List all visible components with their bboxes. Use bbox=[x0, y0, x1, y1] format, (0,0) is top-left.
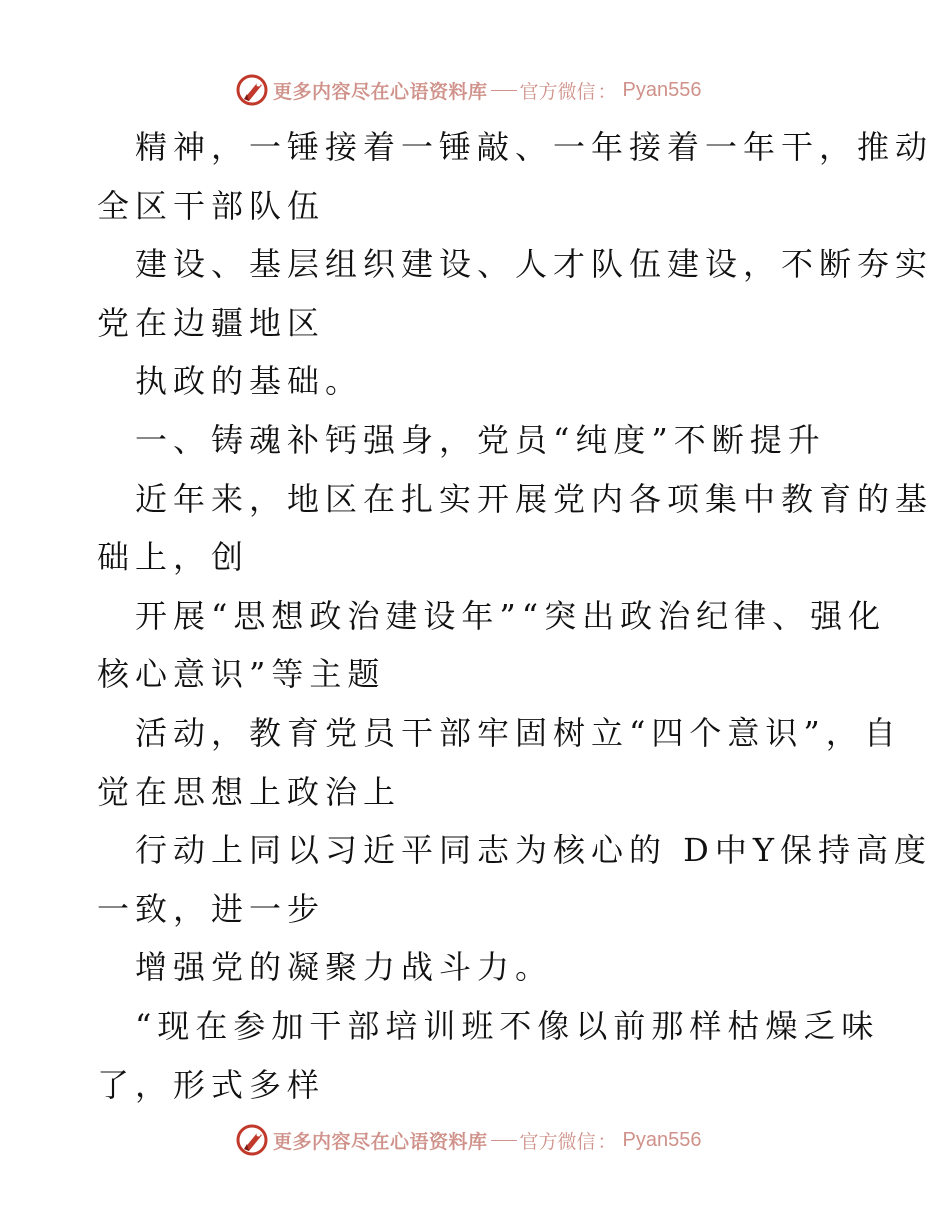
text-line: 础上，创 bbox=[97, 538, 250, 577]
text-line: 行动上同以习近平同志为核心的 D中Y保持高度 bbox=[135, 831, 932, 870]
banner-separator: ： bbox=[597, 1130, 617, 1153]
document-body bbox=[97, 118, 934, 1114]
text-line: 核心意识”等主题 bbox=[97, 655, 386, 694]
text-line: 开展“思想政治建设年”“突出政治纪律、强化 bbox=[135, 596, 887, 635]
text-line: 一致，进一步 bbox=[97, 889, 326, 928]
footer-banner bbox=[235, 1122, 702, 1158]
text-line: “现在参加干部培训班不像以前那样枯燥乏味 bbox=[135, 1006, 880, 1045]
text-line: 全区干部队伍 bbox=[97, 186, 326, 225]
banner-site-text: 更多内容尽在心语资料库 bbox=[273, 80, 488, 103]
section-heading: 一、铸魂补钙强身，党员“纯度”不断提升 bbox=[135, 420, 826, 459]
banner-dash bbox=[491, 90, 517, 91]
text-line: 精神，一锤接着一锤敲、一年接着一年干，推动 bbox=[135, 128, 934, 166]
banner-dash bbox=[491, 1140, 517, 1141]
banner-separator: ： bbox=[597, 80, 617, 103]
banner-wechat-label: 官方微信 bbox=[519, 80, 596, 103]
banner-wechat-id: Pyan556 bbox=[622, 78, 702, 101]
pen-logo-icon bbox=[235, 73, 269, 107]
text-line: 觉在思想上政治上 bbox=[97, 772, 402, 811]
text-line: 近年来，地区在扎实开展党内各项集中教育的基 bbox=[135, 479, 934, 518]
banner-site-text: 更多内容尽在心语资料库 bbox=[273, 1130, 488, 1153]
header-banner bbox=[235, 72, 702, 108]
text-line: 党在边疆地区 bbox=[97, 303, 326, 342]
pen-logo-icon bbox=[235, 1123, 269, 1157]
text-line: 执政的基础。 bbox=[135, 362, 364, 401]
text-line: 了，形式多样 bbox=[97, 1065, 326, 1104]
text-line: 活动，教育党员干部牢固树立“四个意识”，自 bbox=[135, 713, 902, 752]
banner-wechat-id: Pyan556 bbox=[622, 1128, 702, 1151]
text-line: 增强党的凝聚力战斗力。 bbox=[135, 948, 554, 987]
banner-wechat-label: 官方微信 bbox=[519, 1130, 596, 1153]
text-line: 建设、基层组织建设、人才队伍建设，不断夯实 bbox=[135, 245, 934, 284]
